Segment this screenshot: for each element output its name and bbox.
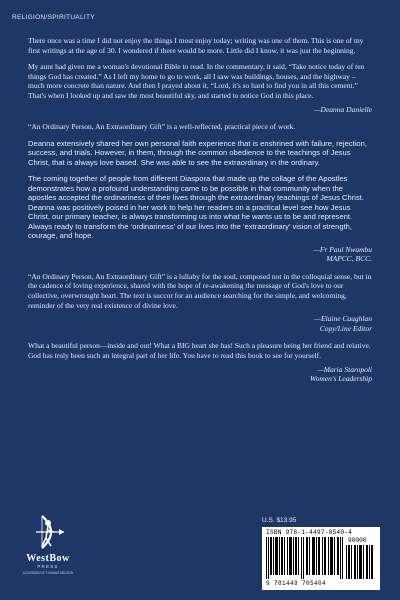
back-cover-text	[28, 36, 372, 392]
ean-digits: 9 781449 705404	[266, 580, 327, 587]
signature-title: Women's Leadership	[310, 374, 372, 384]
paragraph: What a beautiful person—inside and out! What a BIG heart she has! Such a pleasure being her friend and relative. God has truly been such an integral part of her life. You have to read this book to see for yourself.	[28, 341, 371, 360]
signature	[28, 105, 372, 115]
barcode	[262, 527, 380, 590]
publisher-division: A DIVISION OF THOMAS NELSON	[22, 571, 74, 575]
paragraph: My aunt had given me a woman's devotional Bible to read. In the commentary, it said, “Take notice today of ten things God has created.” As I left my home to go to work, all I saw was buildings, houses, and the highway – much more concrete than nature. And then I prayed about it, “Lord, it's so hard to find you in all this cement.” That's when I looked up and saw the most beautiful sky, and started to notice God in this place.	[28, 62, 365, 100]
archer-icon	[30, 512, 66, 552]
price-label: U.S. $13.95	[262, 517, 297, 524]
signature	[28, 365, 372, 384]
paragraph: The coming together of people from different Diaspora that made up the collage of the Apostles demonstrates how a profound understanding came to be possible in that community when the apostles accepted the ordinariness of their lives through the extraordinary teachings of Jesus Christ. Deanna was positively poised in her work to help her readers on a practical level see how Jesus Christ, our primary teacher, is always transforming us into what he wants us to be and represent. Always ready to transform the ‘ordinariness’ of our lives into the ‘extraordinary’ vision of strength, courage, and hope.	[28, 174, 364, 241]
signature-title: MAPCC, BCC.	[326, 254, 372, 264]
paragraph: Deanna extensively shared her own personal faith experience that is enshrined with failure, rejection, success, and trials. However, in them, through the common obedience to the teachings of Jesus Christ, that is always love based. She was able to see the extraordinary in the ordinary.	[28, 138, 367, 167]
publisher-press: PRESS	[37, 564, 59, 569]
signature-name: —Deanna Danielle	[313, 104, 372, 114]
signature-name: —Elaine Caughlan	[314, 314, 372, 324]
signature-title: Copy/Line Editor	[319, 323, 372, 333]
category-label: RELIGION/SPIRITUALITY	[12, 14, 95, 21]
paragraph: “An Ordinary Person, An Extraordinary Gift” is a lullaby for the soul, composed not in the colloquial sense, but in the cadence of loving experience, shared with the hope of re-awakening the message of God's love to our collective, overwrought heart. The text is succor for an audience searching for the simple, and welcoming, reminder of the very real existence of divine love.	[28, 271, 372, 310]
signature	[28, 314, 372, 333]
paragraph: “An Ordinary Person, An Extraordinary Gift” is a well-reflected, practical piece of work.	[28, 122, 296, 132]
paragraph: There once was a time I did not enjoy the things I most enjoy today; writing was one of them. This is one of my first writings at the age of 30. I wondered if there would be more. Little did I know, it was just the beginning.	[28, 36, 364, 55]
publisher-logo	[18, 512, 78, 592]
publisher-name: WestBow	[26, 553, 70, 564]
ean-barcode-bars	[266, 537, 344, 579]
addon-barcode-bars	[346, 545, 374, 579]
isbn-text: ISBN 978-1-4497-0540-4	[266, 529, 353, 536]
signature	[28, 245, 372, 264]
signature-name: —Fr Paul Nwambu	[313, 244, 372, 254]
signature-name: —Maria Staropoli	[317, 364, 372, 374]
addon-code: 90000	[348, 537, 367, 544]
